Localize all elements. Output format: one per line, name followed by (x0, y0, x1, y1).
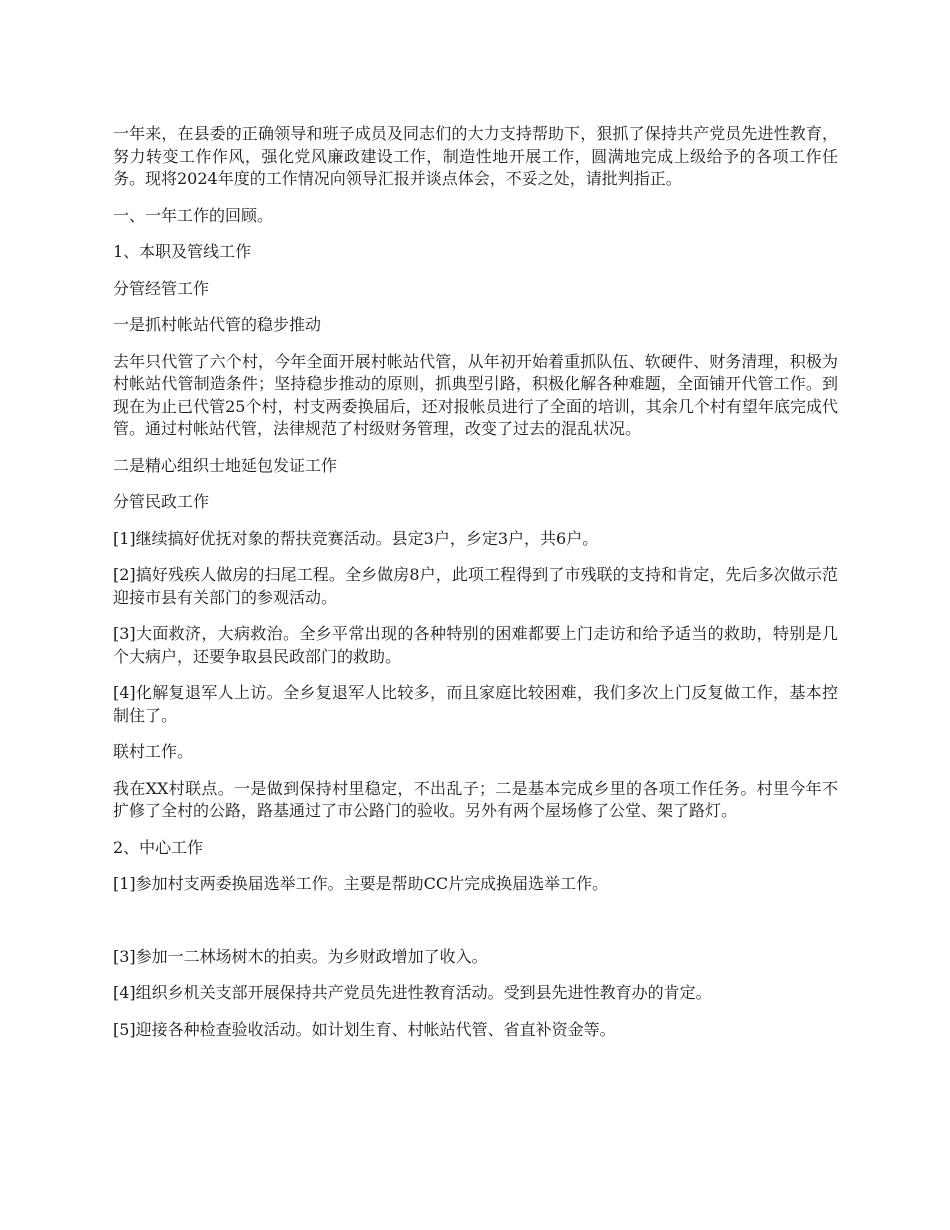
heading-account-station: 一是抓村帐站代管的稳步推动 (113, 315, 322, 334)
heading-own-work: 1、本职及管线工作 (113, 242, 252, 261)
heading-land-certificates: 二是精心组织士地延包发证工作 (113, 455, 338, 475)
list-item-central-3: [3]参加一二林场树木的拍卖。为乡财政增加了收入。 (113, 946, 488, 966)
paragraph-village-liaison: 我在XX村联点。一是做到保持村里稳定，不出乱子；二是基本完成乡里的各项工作任务。村里今年不扩修了全村的公路，路基通过了市公路门的验收。另外有两个屋场修了公堂、架了路灯。 (113, 778, 838, 820)
list-item-central-4: [4]组织乡机关支部开展保持共产党员先进性教育活动。受到县先进性教育办的肯定。 (113, 983, 712, 1002)
document-body (113, 123, 838, 1055)
list-item-civil-1: [1]继续搞好优抚对象的帮扶竞赛活动。县定3户，乡定3户，共6户。 (113, 528, 599, 548)
list-item-civil-4: [4]化解复退军人上访。全乡复退军人比较多，而且家庭比较困难，我们多次上门反复做工作，基本控制住了。 (113, 683, 838, 725)
heading-economic-management: 分管经管工作 (113, 278, 210, 298)
list-item-central-5: [5]迎接各种检查验收活动。如计划生育、村帐站代管、省直补资金等。 (113, 1019, 616, 1039)
list-item-civil-2: [2]搞好残疾人做房的扫尾工程。全乡做房8户，此项工程得到了市残联的支持和肯定，先后多次做示范迎接市县有关部门的参观活动。 (113, 565, 838, 607)
blank-paragraph (113, 910, 838, 932)
paragraph-account-station: 去年只代管了六个村，今年全面开展村帐站代管，从年初开始着重抓队伍、软硬件、财务清理，积极为村帐站代管制造条件；坚持稳步推动的原则，抓典型引路，积极化解各种难题，全面铺开代管工作。到现在为止已代管25个村，村支两委换届后，还对报帐员进行了全面的培训，其余几个村有望年底完成代管。通过村帐站代管，法律规范了村级财务管理，改变了过去的混乱状况。 (113, 351, 838, 438)
paragraph-intro: 一年来，在县委的正确领导和班子成员及同志们的大力支持帮助下，狠抓了保持共产党员先进性教育，努力转变工作作风，强化党风廉政建设工作，制造性地开展工作，圆满地完成上级给予的各项工作任务。现将2024年度的工作情况向领导汇报并谈点体会，不妥之处，请批判指正。 (113, 124, 838, 188)
heading-review: 一、一年工作的回顾。 (113, 205, 274, 225)
list-item-central-1: [1]参加村支两委换届选举工作。主要是帮助CC片完成换届选举工作。 (113, 874, 609, 893)
heading-civil-affairs: 分管民政工作 (113, 492, 210, 511)
list-item-civil-3: [3]大面救济，大病救治。全乡平常出现的各种特别的困难都要上门走访和给予适当的救助，特别是几个大病户，还要争取县民政部门的救助。 (113, 624, 838, 666)
heading-central-work: 2、中心工作 (113, 837, 204, 857)
heading-village-liaison: 联村工作。 (113, 742, 194, 761)
